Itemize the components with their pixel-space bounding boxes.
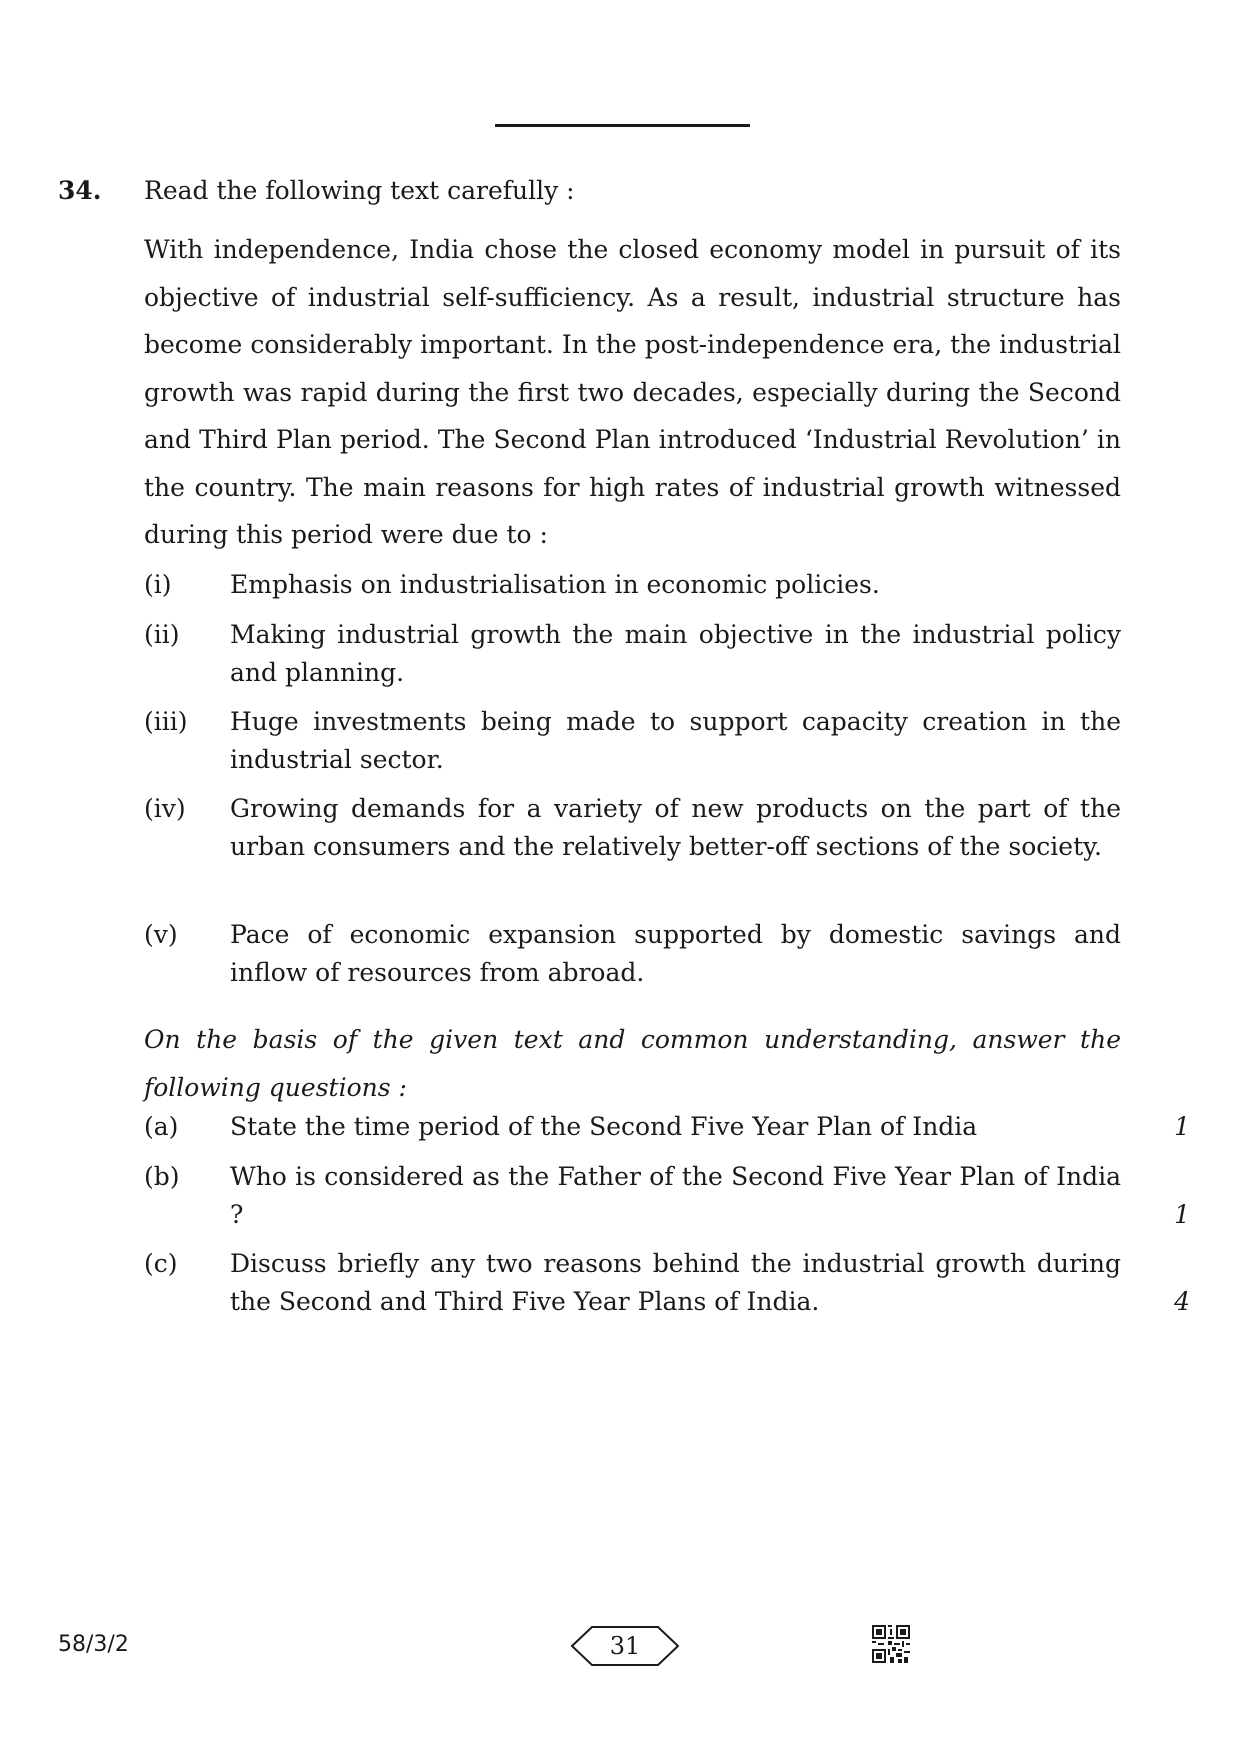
subquestion-label: (c) [144, 1249, 178, 1278]
subquestion-text: State the time period of the Second Five Year Plan of India [230, 1112, 978, 1141]
reason-label: (i) [144, 570, 172, 599]
question-intro: Read the following text carefully : [144, 176, 575, 205]
marks-value: 4 [1174, 1287, 1190, 1316]
top-divider [495, 124, 750, 127]
reason-text: Huge investments being made to support capacity creation in the industrial sector. [230, 707, 1121, 774]
subquestion-text: Who is considered as the Father of the Second Five Year Plan of India ? [230, 1162, 1121, 1229]
instruction-text: On the basis of the given text and common understanding, answer the following questions : [144, 1025, 1121, 1102]
reason-text: Growing demands for a variety of new products on the part of the urban consumers and the relatively better-off sections of the society. [230, 794, 1121, 861]
question-number: 34. [58, 176, 102, 205]
reason-text: Making industrial growth the main objective in the industrial policy and planning. [230, 620, 1121, 687]
reason-text: Pace of economic expansion supported by domestic savings and inflow of resources from abroad. [230, 920, 1121, 987]
passage-text: With independence, India chose the closed economy model in pursuit of its objective of industrial self-sufficiency. As a result, industrial structure has become considerably important. In the post-independence era, the industrial growth was rapid during the first two decades, especially during the Second and Third Plan period. The Second Plan introduced ‘Industrial Revolution’ in the country. The main reasons for high rates of industrial growth witnessed during this period were due to : [144, 235, 1121, 549]
page-number: 31 [609, 1632, 641, 1660]
reason-label: (iv) [144, 794, 186, 823]
subquestion-label: (b) [144, 1162, 180, 1191]
marks-value: 1 [1174, 1112, 1190, 1141]
reason-label: (iii) [144, 707, 188, 736]
marks-value: 1 [1174, 1200, 1190, 1229]
reason-label: (v) [144, 920, 178, 949]
subquestion-text: Discuss briefly any two reasons behind the industrial growth during the Second and Third Five Year Plans of India. [230, 1249, 1121, 1316]
subquestion-label: (a) [144, 1112, 179, 1141]
reason-text: Emphasis on industrialisation in economic policies. [230, 570, 880, 599]
reason-label: (ii) [144, 620, 180, 649]
page-number-badge [570, 1624, 680, 1668]
paper-code: 58/3/2 [58, 1632, 129, 1657]
qr-code-icon [872, 1625, 910, 1663]
